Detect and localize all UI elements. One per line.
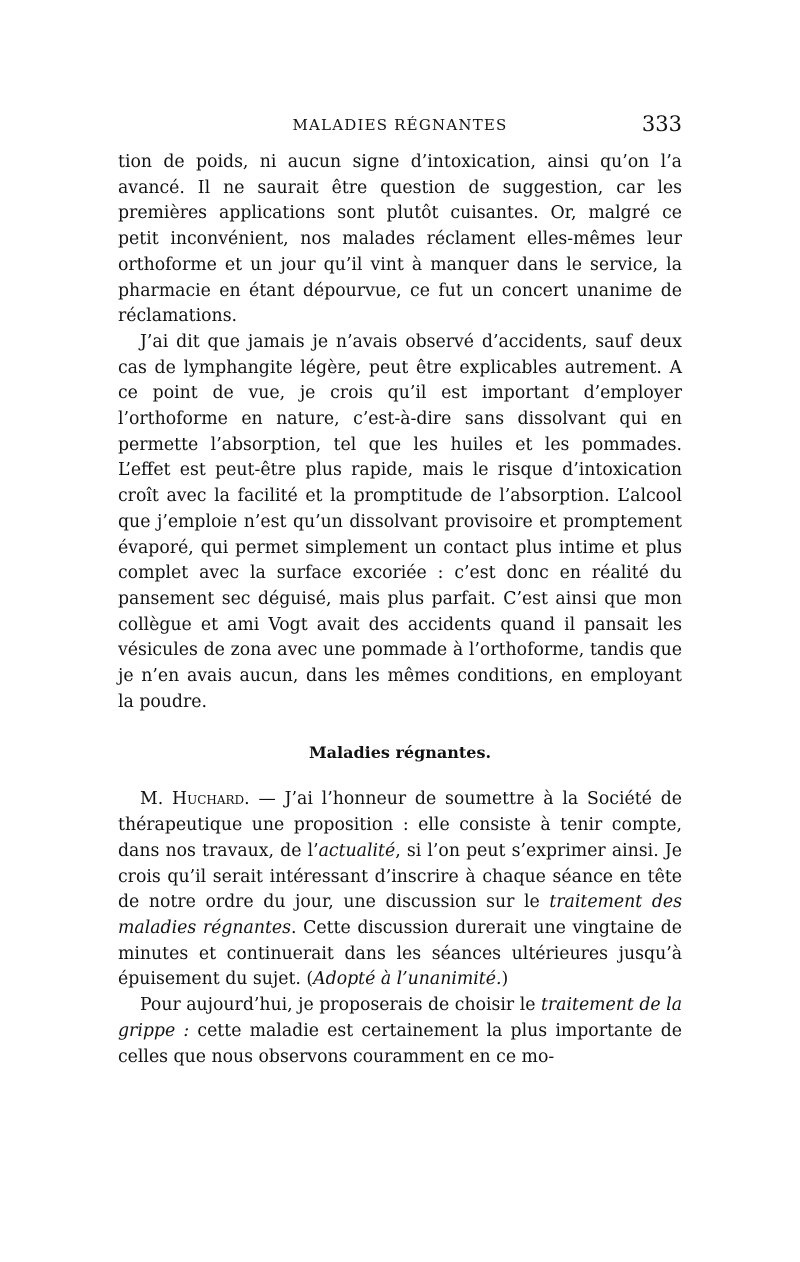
proposal-intro: — J’ai l’honneur de soumettre à la Société de thérapeutique une proposition : elle consiste à tenir compte, dans nos travaux, de l’ <box>118 789 683 861</box>
grippe-intro: Pour aujourd’hui, je proposerais de choisir le <box>140 995 541 1016</box>
italic-traitement-grippe: traitement de la grippe : <box>118 995 682 1041</box>
paragraph-accidents: J’ai dit que jamais je n’avais observé d’accidents, sauf deux cas de lymphangite légère, peut être explicables autrement. A ce point de vue, je crois qu’il est important d’employer l’orthoforme en nature, c’est-à-dire sans dissolvant qui en permette l’absorption, tel que les huiles et les pommades. L’effet est peut-être plus rapide, mais le risque d’intoxication croît avec la facilité et la promptitude de l’absorption. L’alcool que j’emploie n’est qu’un dissolvant provisoire et promptement évaporé, qui permet simplement un contact plus intime et plus complet avec la surface excoriée : c’est donc en réalité du pansement sec déguisé, mais plus parfait. C’est ainsi que mon collègue et ami Vogt avait des accidents quand il pansait les vésicules de zona avec une pommade à l’orthoforme, tandis que je n’en avais aucun, dans les mêmes conditions, en employant la poudre. <box>118 331 682 712</box>
proposal-end: ) <box>501 969 509 990</box>
italic-traitement-maladies: traitement des maladies régnantes <box>118 892 682 938</box>
paragraph-orthoforme-results: tion de poids, ni aucun signe d’intoxication, ainsi qu’on l’a avancé. Il ne saurait être question de suggestion, car les premières applications sont plutôt cuisantes. Or, malgré ce petit inconvénient, nos malades réclament elles-mêmes leur orthoforme et un jour qu’il vint à manquer dans le service, la pharmacie en étant dépourvue, ce fut un concert unanime de réclamations. <box>118 152 682 327</box>
section-title: Maladies régnantes. <box>308 743 492 763</box>
italic-actualite: actualité <box>318 840 396 861</box>
paragraph-grippe <box>118 993 682 1070</box>
page-number: 333 <box>641 112 682 136</box>
grippe-rest: cette maladie est certainement la plus importante de celles que nous observons couramment en ce mo- <box>118 1020 682 1067</box>
body-text <box>118 150 682 1070</box>
running-title: MALADIES RÉGNANTES <box>292 116 508 134</box>
italic-adopte: Adopté à l’unanimité. <box>313 969 502 990</box>
proposal-middle-2: . Cette discussion durerait une vingtaine de minutes et continuerait dans les séances ultérieures jusqu’à épuisement du sujet. ( <box>118 917 683 990</box>
proposal-middle-1: , si l’on peut s’exprimer ainsi. Je crois qu’il serait intéressant d’inscrire à chaque séance en tête de notre ordre du jour, une discussion sur le <box>118 840 682 913</box>
speaker-name: M. Huchard. <box>140 789 250 810</box>
running-header <box>118 112 682 142</box>
paragraph-huchard-proposal <box>118 787 682 993</box>
